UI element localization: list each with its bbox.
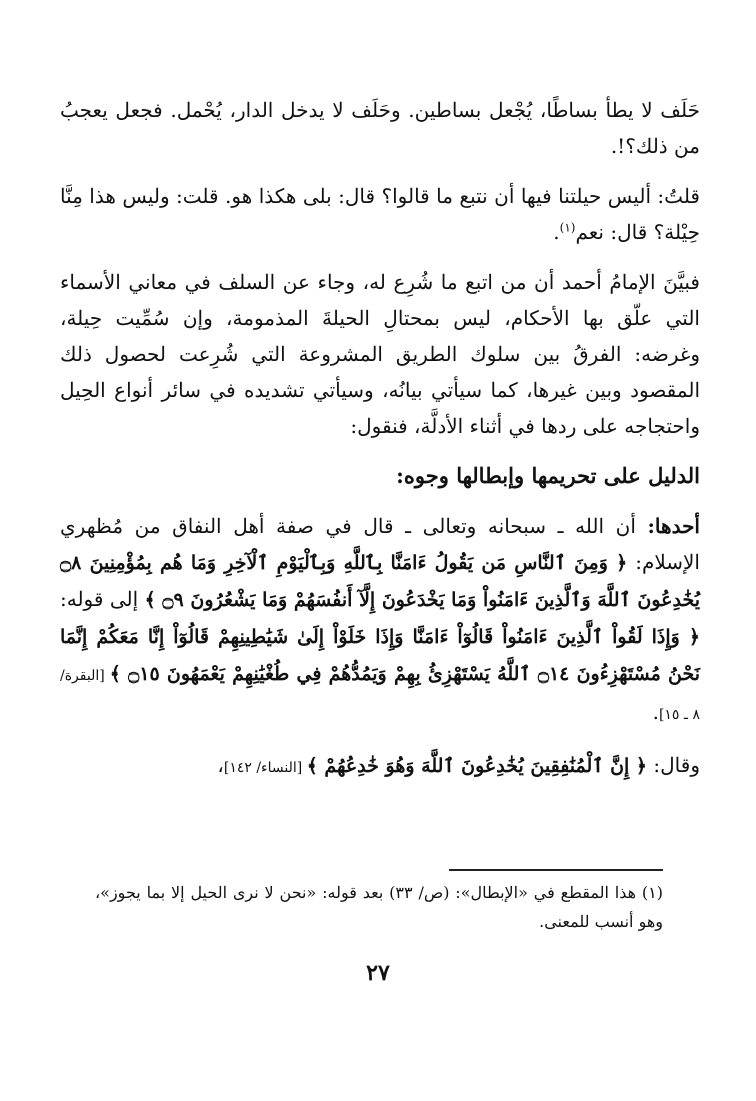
quran-verse-3: ﴿ إِنَّ ٱلْمُنَٰفِقِينَ يُخَٰدِعُونَ ٱللَّهَ وَهُوَ خَٰدِعُهُمْ ﴾ [306,755,648,777]
paragraph-3: فبيَّنَ الإمامُ أحمد أن من اتبع ما شُرِع له، وجاء عن السلف في معاني الأسماء التي علّق بها الأحكام، ليس بمحتالِ الحيلةَ المذمومة، وإن سُمِّيت حِيلة، وغرضه: الفرقُ بين سلوك الطريق المشروعة التي شُرِعت لحصول ذلك المقصود وبين غيرها، كما سيأتي بيانُه، وسيأتي تشديده في سائر أنواع الحِيل واحتجاجه على ردها في أثناء الأدلَّة، فنقول: [60,270,700,438]
second-line-end: ، [217,753,224,777]
paragraph-2 [60,178,700,250]
first-proof-end: . [652,700,659,724]
verse-reference-2: [النساء/ ١٤٢] [223,760,307,776]
quran-verse-2: ﴿ وَإِذَا لَقُواْ ٱلَّذِينَ ءَامَنُواْ قَالُوٓاْ ءَامَنَّا وَإِذَا خَلَوْاْ إِلَىٰ شَيَٰطِينِهِمْ قَالُوٓاْ إِنَّا مَعَكُمْ إِنَّمَا نَحْنُ مُسْتَهْزِءُونَ ۝١٤ ٱللَّهُ يَسْتَهْزِئُ بِهِمْ وَيَمُدُّهُمْ فِي طُغْيَٰنِهِمْ يَعْمَهُونَ ۝١٥ ﴾ [60,626,700,685]
paragraph-2-text: قلتُ: أليس حيلتنا فيها أن نتبع ما قالوا؟ قال: بلى هكذا هو. قلت: وليس هذا مِنَّا حِيْلة؟ قال: نعم [60,184,700,244]
paragraph-2-end: . [553,220,560,244]
verse-reference-1: [البقرة/ ٨ ـ ١٥] [60,668,700,723]
footnote-marker[interactable]: (١) [559,220,576,235]
quran-verse-1: ﴿ وَمِنَ ٱلنَّاسِ مَن يَقُولُ ءَامَنَّا بِٱللَّهِ وَبِٱلْيَوْمِ ٱلْآخِرِ وَمَا هُم بِمُؤْمِنِينَ ۝٨ يُخَٰدِعُونَ ٱللَّهَ وَٱلَّذِينَ ءَامَنُواْ وَمَا يَخْدَعُونَ إِلَّآ أَنفُسَهُمْ وَمَا يَشْعُرُونَ ۝٩ ﴾ [60,552,701,611]
section-heading: الدليل على تحريمها وإبطالها وجوه: [396,463,700,488]
first-proof-lead: أحدها: [647,514,700,538]
second-proof-line [60,747,700,786]
footnote: (١) هذا المقطع في «الإبطال»: (ص/ ٣٣) بعد قوله: «نحن لا نرى الحيل إلا بما يجوز»، وهو أنسب للمعنى. [95,883,663,931]
first-proof-text-2: إلى قوله: [60,587,145,611]
second-line-lead: وقال: [647,753,700,777]
page-number: ٢٧ [366,960,390,986]
page-body [60,92,700,800]
first-proof-paragraph [60,508,700,733]
paragraph-1: حَلَف لا يطأ بساطًا، يُجْعل بساطين. وحَلَف لا يدخل الدار، يُحْمل. فجعل يعجبُ من ذلك؟!. [60,98,700,158]
footnote-divider [449,869,663,871]
first-proof-text-1: أن الله ـ سبحانه وتعالى ـ قال في صفة أهل النفاق من مُظهري الإسلام: [60,514,700,574]
